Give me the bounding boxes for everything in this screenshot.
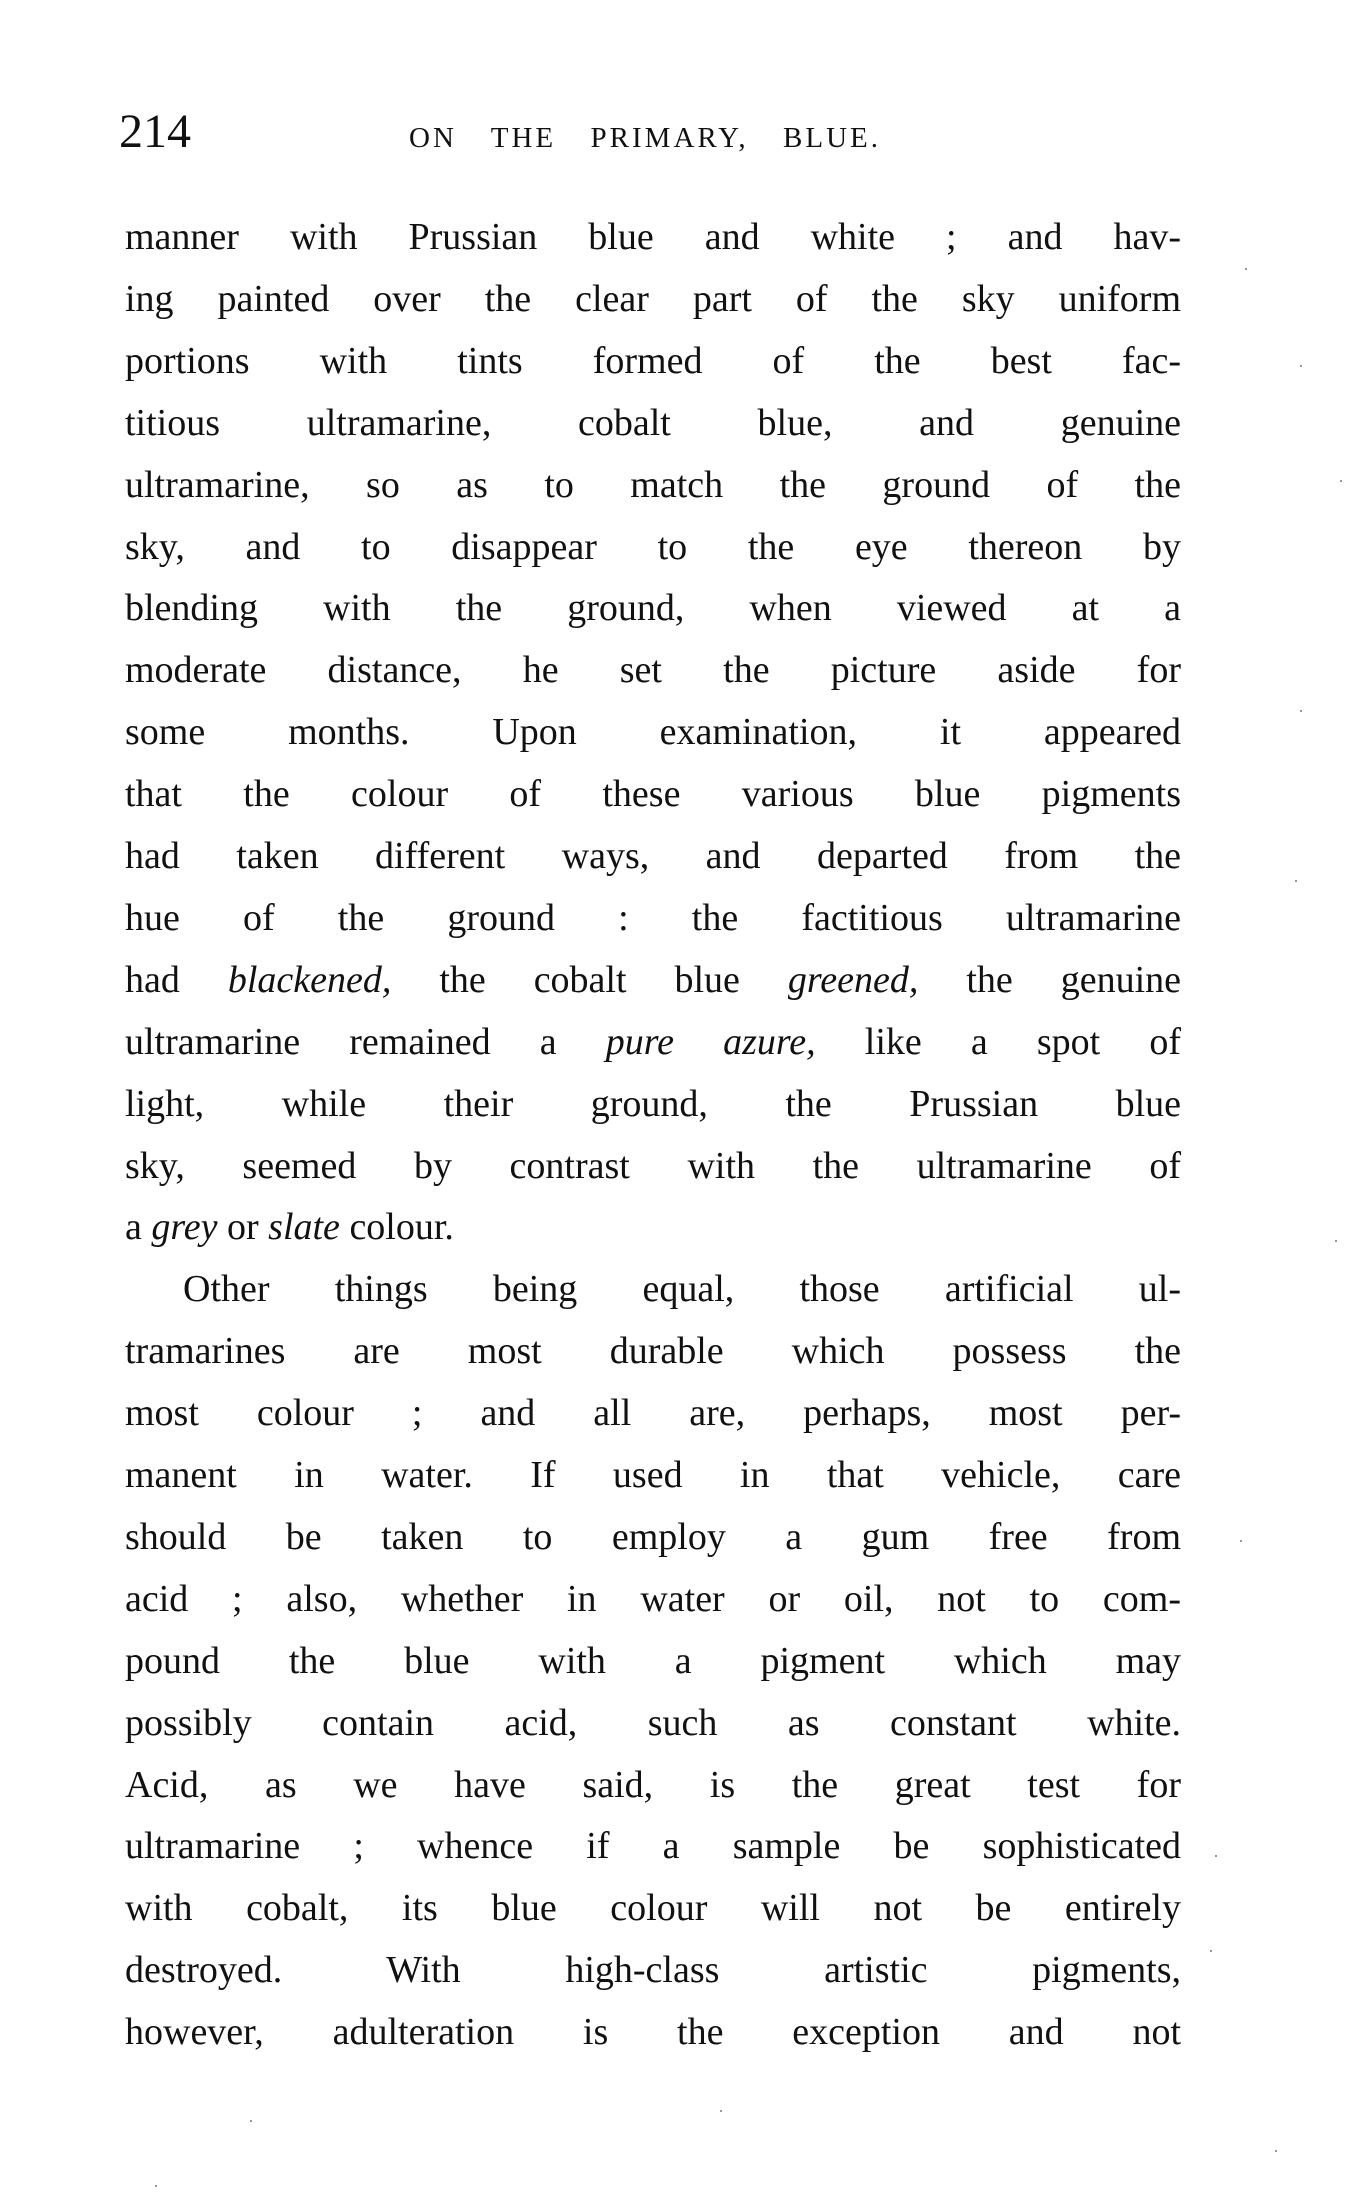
text-line — [125, 639, 1181, 701]
text-run: manner with Prussian blue and white ; and hav- — [125, 216, 1181, 258]
scan-speck — [1335, 1240, 1337, 1242]
text-line — [125, 1320, 1181, 1382]
text-line — [125, 1939, 1181, 2001]
text-line — [125, 949, 1181, 1011]
text-run: the genuine — [918, 958, 1181, 1001]
running-head: ON THE PRIMARY, BLUE. — [409, 122, 881, 154]
scan-speck — [1300, 365, 1302, 367]
text-line — [125, 1815, 1181, 1877]
text-line — [125, 1877, 1181, 1939]
text-run: sky, and to disappear to the eye thereon by — [125, 525, 1181, 568]
text-line — [125, 206, 1181, 268]
text-run: titious ultramarine, cobalt blue, and genuine — [125, 401, 1181, 444]
text-run: sky, seemed by contrast with the ultramarine of — [125, 1144, 1181, 1187]
text-run: Other things being equal, those artificial ul- — [183, 1268, 1181, 1311]
italic-phrase: pure azure, — [605, 1020, 816, 1063]
italic-phrase: slate — [268, 1206, 340, 1249]
text-run: tramarines are most durable which possess the — [125, 1330, 1181, 1373]
text-line — [125, 1692, 1181, 1754]
text-run: most colour ; and all are, perhaps, most per- — [125, 1392, 1181, 1435]
text-run: the cobalt blue — [391, 958, 788, 1001]
text-line — [125, 330, 1181, 392]
text-run: portions with tints formed of the best fac- — [125, 339, 1181, 382]
text-run: acid ; also, whether in water or oil, not to com- — [125, 1577, 1181, 1620]
text-run: that the colour of these various blue pigments — [125, 773, 1181, 816]
text-line — [125, 763, 1181, 825]
text-run: had — [125, 958, 228, 1001]
text-line — [125, 392, 1181, 454]
text-line — [125, 887, 1181, 949]
text-run: ultramarine ; whence if a sample be sophisticated — [125, 1825, 1181, 1868]
scan-speck — [1210, 1950, 1212, 1952]
text-run: light, while their ground, the Prussian blue — [125, 1082, 1181, 1125]
text-run: hue of the ground : the factitious ultramarine — [125, 896, 1181, 939]
text-run: ing painted over the clear part of the sky uniform — [125, 277, 1181, 320]
text-run: Acid, as we have said, is the great test for — [125, 1763, 1181, 1806]
text-line — [125, 454, 1181, 516]
text-run: or — [217, 1206, 269, 1249]
text-line — [125, 1382, 1181, 1444]
scan-speck — [1295, 880, 1297, 882]
text-run: blending with the ground, when viewed at a — [125, 587, 1181, 630]
text-run: ultramarine remained a — [125, 1020, 606, 1063]
text-line — [125, 1754, 1181, 1816]
text-line — [125, 577, 1181, 639]
text-run: should be taken to employ a gum free from — [125, 1515, 1181, 1558]
scan-speck — [1275, 2150, 1277, 2152]
scan-speck — [1240, 1540, 1242, 1542]
text-run: ultramarine, so as to match the ground of the — [125, 463, 1181, 506]
text-run: a — [125, 1206, 152, 1249]
scan-speck — [1215, 1855, 1217, 1857]
text-line — [125, 268, 1181, 330]
scan-speck — [1245, 268, 1247, 270]
scan-speck — [1340, 480, 1342, 482]
italic-phrase: blackened, — [227, 958, 392, 1001]
text-run: colour. — [339, 1206, 454, 1249]
text-line — [125, 1444, 1181, 1506]
text-line — [125, 1196, 1181, 1258]
italic-phrase: greened, — [787, 958, 919, 1001]
text-run: destroyed. With high-class artistic pigments, — [125, 1949, 1181, 1992]
text-line — [125, 516, 1181, 578]
text-line — [125, 1568, 1181, 1630]
text-run: like a spot of — [815, 1020, 1181, 1063]
text-line — [125, 1135, 1181, 1197]
text-line — [183, 1258, 1181, 1320]
text-line — [125, 1011, 1181, 1073]
text-run: however, adulteration is the exception and not — [125, 2011, 1181, 2054]
text-run: had taken different ways, and departed from the — [125, 835, 1181, 877]
text-line — [125, 1073, 1181, 1135]
scan-speck — [720, 2110, 722, 2112]
scan-speck — [155, 2185, 157, 2187]
text-run: with cobalt, its blue colour will not be entirely — [125, 1887, 1181, 1930]
text-run: some months. Upon examination, it appeared — [125, 711, 1181, 754]
text-run: pound the blue with a pigment which may — [125, 1639, 1181, 1682]
text-line — [125, 2001, 1181, 2063]
text-line — [125, 1506, 1181, 1568]
text-line — [125, 1630, 1181, 1692]
text-run: possibly contain acid, such as constant white. — [125, 1701, 1181, 1744]
text-run: manent in water. If used in that vehicle, care — [125, 1454, 1181, 1496]
text-line — [125, 825, 1181, 887]
italic-phrase: grey — [151, 1206, 218, 1249]
page-number: 214 — [119, 105, 191, 158]
text-run: moderate distance, he set the picture aside for — [125, 649, 1181, 692]
text-line — [125, 701, 1181, 763]
scan-speck — [1300, 710, 1302, 712]
scan-speck — [250, 2120, 252, 2122]
